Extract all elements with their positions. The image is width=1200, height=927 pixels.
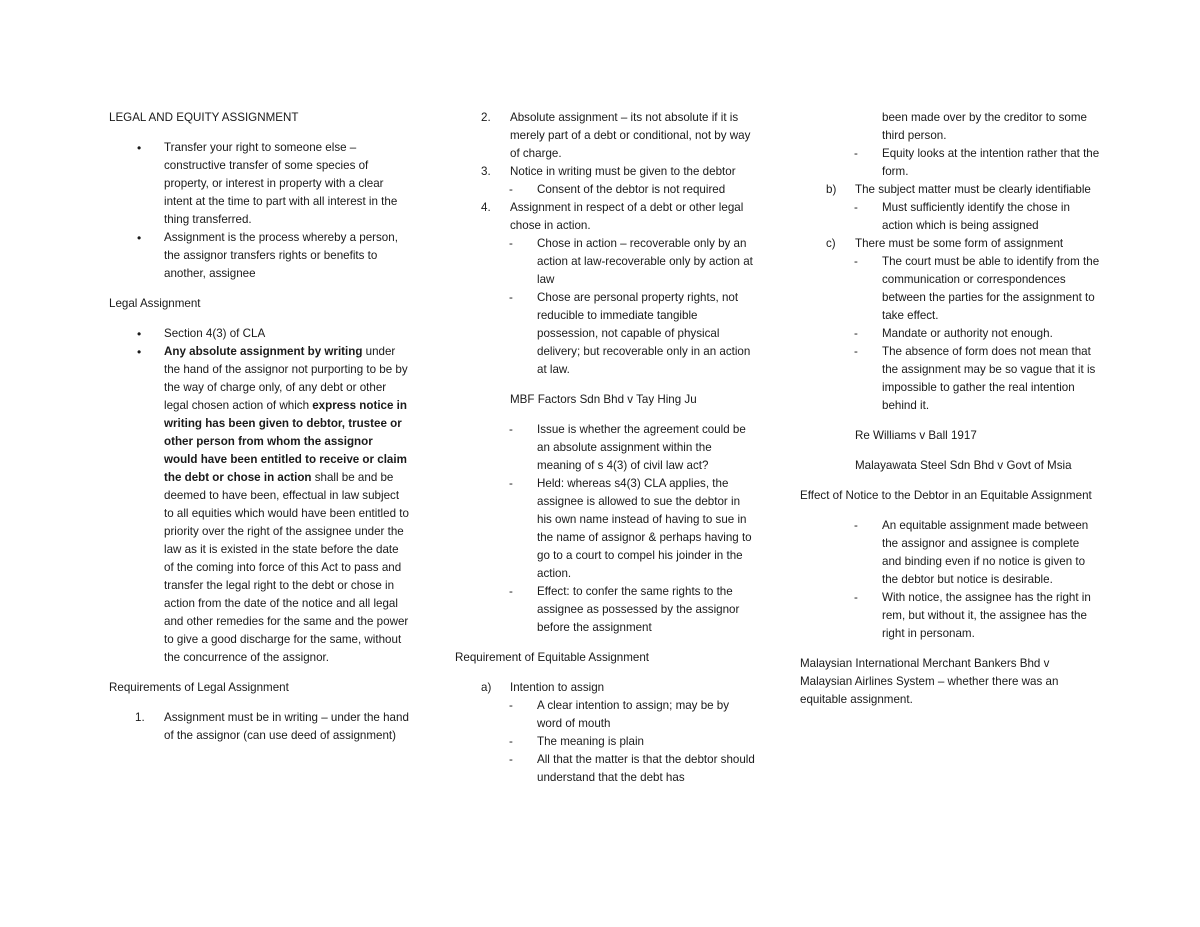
dash-item: - Effect: to confer the same rights to the assignee as possessed by the assignor before the assignment bbox=[509, 585, 740, 634]
section-heading-equitable: Requirement of Equitable Assignment bbox=[455, 651, 649, 664]
column-3 bbox=[800, 109, 1100, 709]
dash-marker: - bbox=[854, 519, 858, 532]
section-heading-notice: Effect of Notice to the Debtor in an Equitable Assignment bbox=[800, 489, 1092, 502]
letter-marker: b) bbox=[826, 183, 837, 196]
dash-marker: - bbox=[509, 699, 513, 712]
section-heading-requirements: Requirements of Legal Assignment bbox=[109, 681, 289, 694]
dash-item: - With notice, the assignee has the right in rem, but without it, the assignee has the right in personam. bbox=[854, 591, 1091, 640]
bullet-marker: • bbox=[137, 345, 142, 359]
dash-item: - A clear intention to assign; may be by word of mouth bbox=[509, 699, 730, 730]
dash-item: - Chose are personal property rights, not reducible to immediate tangible possession, not capable of physical delivery; but recoverable only in an action at law. bbox=[509, 291, 751, 376]
dash-marker: - bbox=[509, 237, 513, 250]
dash-marker: - bbox=[854, 591, 858, 604]
dash-marker: - bbox=[509, 291, 513, 304]
dash-item: - Chose in action – recoverable only by an action at law-recoverable only by action at law bbox=[509, 237, 753, 286]
number-marker: 3. bbox=[481, 165, 491, 178]
number-marker: 1. bbox=[135, 711, 145, 724]
letter-marker: a) bbox=[481, 681, 492, 694]
dash-item: - The court must be able to identify from the communication or correspondences between the parties for the assignment to take effect. bbox=[854, 255, 1100, 322]
dash-marker: - bbox=[509, 753, 513, 766]
section-heading-legal: Legal Assignment bbox=[109, 297, 201, 310]
numbered-item: 1. Assignment must be in writing – under the hand of the assignor (can use deed of assignment) bbox=[135, 711, 409, 742]
bullet-marker: • bbox=[137, 141, 142, 155]
dash-marker: - bbox=[854, 147, 858, 160]
dash-item: - The absence of form does not mean that the assignment may be so vague that it is impossible to gather the real intention behind it. bbox=[854, 345, 1096, 412]
dash-item: - Consent of the debtor is not required bbox=[455, 181, 755, 199]
bullet-marker: • bbox=[137, 327, 142, 341]
numbered-item: 2. Absolute assignment – its not absolute if it is merely part of a debt or conditional, not by way of charge. bbox=[481, 111, 751, 160]
number-marker: 4. bbox=[481, 201, 491, 214]
column-2 bbox=[455, 109, 755, 787]
dash-item: - Must sufficiently identify the chose in action which is being assigned bbox=[854, 201, 1070, 232]
dash-marker: - bbox=[509, 183, 513, 196]
list-item-section-4-3: • Any absolute assignment by writing under the hand of the assignor not purporting to be by the way of charge only, of any debt or other legal chosen action of which express notice in writing has been given to debtor, trustee or other person from whom the assignor would have been entitled to receive or claim the debt or chose in action shall be and be deemed to have been, effectual in law subject to all equities which would have been entitled to priority over the right of the assignee under the law as it is existed in the state before the date of the coming into force of this Act to pass and transfer the legal right to the debt or chose in action from the date of the notice and all legal and other remedies for the same and the power to give a good discharge for the same, without the concurrence of the assignor. bbox=[137, 345, 409, 664]
case-citation-mimb: Malaysian International Merchant Bankers Bhd v Malaysian Airlines System – whether there was an equitable assignment. bbox=[800, 657, 1059, 706]
dash-marker: - bbox=[854, 327, 858, 340]
continued-text: been made over by the creditor to some third person. bbox=[882, 111, 1087, 142]
dash-marker: - bbox=[854, 201, 858, 214]
lettered-item: c) There must be some form of assignment bbox=[800, 235, 1100, 253]
dash-marker: - bbox=[854, 345, 858, 358]
dash-marker: - bbox=[509, 585, 513, 598]
case-citation-mbf: MBF Factors Sdn Bhd v Tay Hing Ju bbox=[510, 393, 697, 406]
case-citation-williams: Re Williams v Ball 1917 bbox=[855, 429, 977, 442]
dash-marker: - bbox=[854, 255, 858, 268]
column-1 bbox=[109, 109, 409, 745]
lettered-item: a) Intention to assign bbox=[455, 679, 755, 697]
numbered-item: 4. Assignment in respect of a debt or other legal chose in action. bbox=[481, 201, 744, 232]
dash-marker: - bbox=[509, 735, 513, 748]
dash-item: - The meaning is plain bbox=[455, 733, 755, 751]
lettered-item: b) The subject matter must be clearly identifiable bbox=[800, 181, 1100, 199]
number-marker: 2. bbox=[481, 111, 491, 124]
document-title: LEGAL AND EQUITY ASSIGNMENT bbox=[109, 111, 299, 124]
letter-marker: c) bbox=[826, 237, 836, 250]
dash-item: - An equitable assignment made between the assignor and assignee is complete and binding even if no notice is given to the debtor but notice is desirable. bbox=[854, 519, 1089, 586]
list-item: • Transfer your right to someone else – constructive transfer of some species of property, or interest in property with a clear intent at the time to part with all interest in the thing transferred. bbox=[137, 141, 398, 226]
list-item: • Assignment is the process whereby a person, the assignor transfers rights or benefits to another, assignee bbox=[137, 231, 398, 280]
list-item: • Section 4(3) of CLA bbox=[137, 327, 266, 341]
case-citation-malayawata: Malayawata Steel Sdn Bhd v Govt of Msia bbox=[855, 459, 1072, 472]
numbered-item: 3. Notice in writing must be given to the debtor bbox=[455, 163, 755, 181]
dash-item: - Mandate or authority not enough. bbox=[800, 325, 1100, 343]
dash-marker: - bbox=[509, 477, 513, 490]
bullet-marker: • bbox=[137, 231, 142, 245]
dash-item: - Held: whereas s4(3) CLA applies, the assignee is allowed to sue the debtor in his own name instead of having to sue in the name of assignor & perhaps having to go to a court to compel his joinder in the action. bbox=[509, 477, 752, 580]
dash-item: - Issue is whether the agreement could be an absolute assignment within the meaning of s 4(3) of civil law act? bbox=[509, 423, 746, 472]
dash-item: - All that the matter is that the debtor should understand that the debt has bbox=[509, 753, 755, 784]
dash-marker: - bbox=[509, 423, 513, 436]
dash-item: - Equity looks at the intention rather that the form. bbox=[854, 147, 1100, 178]
